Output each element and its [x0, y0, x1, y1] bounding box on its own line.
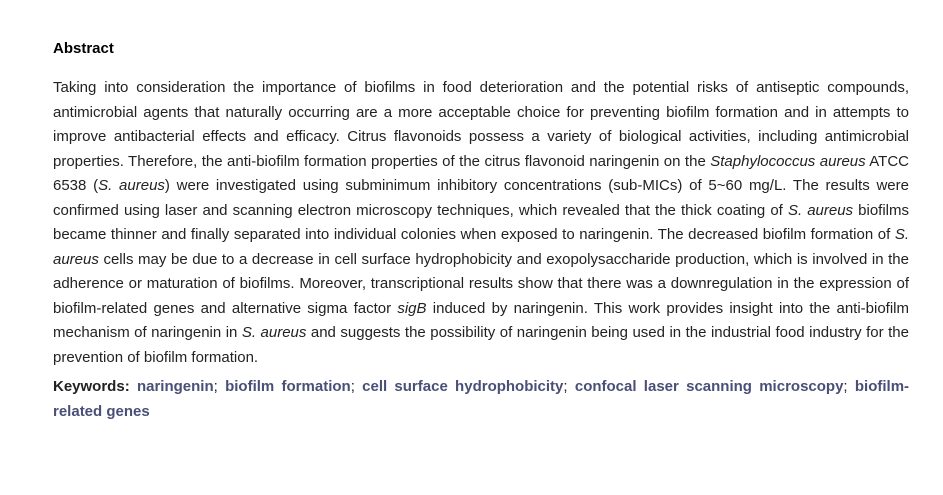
keywords-line: [53, 374, 909, 424]
keywords-label: Keywords:: [53, 378, 130, 395]
keyword-separator: ;: [843, 378, 848, 395]
abstract-text-run: induced by naringenin. This work provides insight into the anti-biofilm mechanism of naringenin in: [53, 299, 909, 341]
keyword-link[interactable]: confocal laser scanning microscopy: [574, 378, 844, 395]
abstract-italic-term: S. aureus: [98, 177, 165, 194]
abstract-italic-term: S. aureus: [53, 226, 909, 268]
abstract-text-run: Taking into consideration the importance of biofilms in food deterioration and the potential risks of antiseptic compounds, antimicrobial agents that naturally occurring are a more acceptable choice for preventing biofilm formation and in attempts to improve antibacterial effects and efficacy. Citrus flavonoids possess a variety of biological activities, including antimicrobial properties. Therefore, the anti-biofilm formation properties of the citrus flavonoid naringenin on the: [53, 79, 909, 170]
keyword-link[interactable]: biofilm-related genes: [53, 378, 910, 420]
keyword-separator: ;: [563, 378, 568, 395]
keyword-link[interactable]: biofilm formation: [225, 378, 351, 395]
keyword-separator: ;: [213, 378, 218, 395]
abstract-italic-term: S. aureus: [241, 324, 307, 341]
abstract-italic-term: sigB: [397, 299, 427, 317]
abstract-heading: Abstract: [53, 40, 114, 57]
abstract-text-run: cells may be due to a decrease in cell surface hydrophobicity and exopolysaccharide production, which is involved in the adherence or maturation of biofilms. Moreover, transcriptional results show that there was a downregulation in the expression of biofilm-related genes and alternative sigma factor: [53, 250, 909, 317]
abstract-section: [53, 38, 909, 424]
abstract-italic-term: Staphylococcus aureus: [710, 152, 866, 170]
keyword-link[interactable]: naringenin: [136, 378, 214, 395]
abstract-text-run: ) were investigated using subminimum inhibitory concentrations (sub-MICs) of 5~60 mg/L. The results were confirmed using laser and scanning electron microscopy techniques, which revealed that the thick coating of: [53, 177, 909, 219]
abstract-text-run: ATCC 6538 (: [53, 152, 909, 194]
keyword-separator: ;: [350, 378, 355, 395]
abstract-text-run: and suggests the possibility of naringenin being used in the industrial food industry for the prevention of biofilm formation.: [53, 324, 909, 366]
keyword-link[interactable]: cell surface hydrophobicity: [362, 378, 564, 395]
abstract-text-run: biofilms became thinner and finally separated into individual colonies when exposed to naringenin. The decreased biofilm formation of: [53, 201, 909, 243]
abstract-body: [53, 76, 909, 370]
abstract-italic-term: S. aureus: [787, 201, 854, 219]
